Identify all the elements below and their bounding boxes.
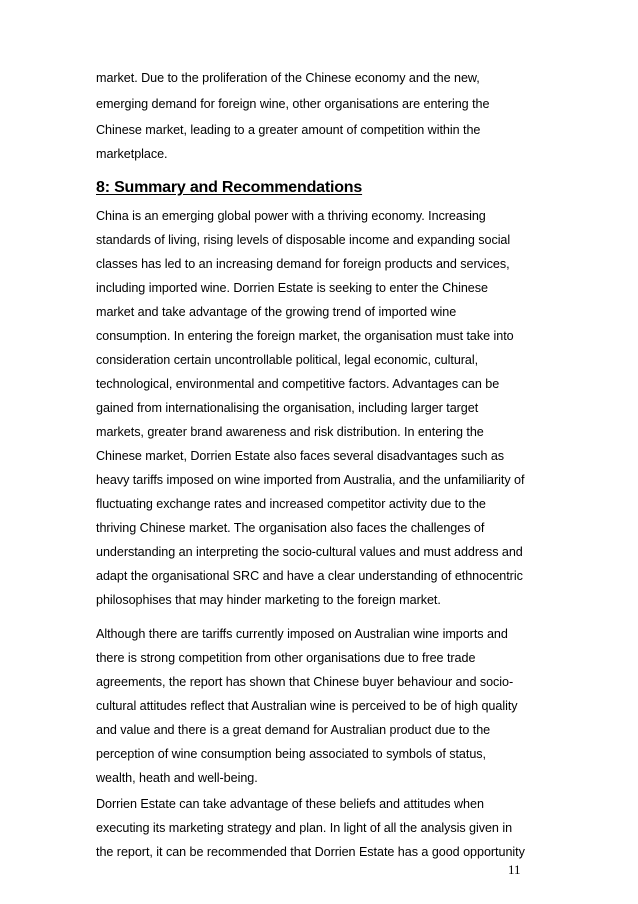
paragraph1-line: market and take advantage of the growing trend of imported wine [96,305,457,319]
paragraph1-line: adapt the organisational SRC and have a clear understanding of ethnocentric [96,569,523,583]
paragraph1-line: consideration certain uncontrollable political, legal economic, cultural, [96,353,479,367]
paragraph3-line: the report, it can be recommended that Dorrien Estate has a good opportunity [96,845,525,859]
paragraph3-line: executing its marketing strategy and plan. In light of all the analysis given in [96,821,513,835]
section-heading: 8: Summary and Recommendations [96,179,363,196]
paragraph3-line: Dorrien Estate can take advantage of these beliefs and attitudes when [96,797,484,811]
paragraph1-line: Chinese market, Dorrien Estate also faces several disadvantages such as [96,449,505,463]
paragraph1-line: technological, environmental and competitive factors. Advantages can be [96,377,500,391]
paragraph2-line: agreements, the report has shown that Chinese buyer behaviour and socio- [96,675,514,689]
paragraph2-line: perception of wine consumption being associated to symbols of status, [96,747,486,761]
paragraph2-line: wealth, heath and well-being. [96,771,258,785]
paragraph1-line: classes has led to an increasing demand for foreign products and services, [96,257,510,271]
intro-line: market. Due to the proliferation of the Chinese economy and the new, [96,71,480,85]
paragraph1-line: philosophises that may hinder marketing to the foreign market. [96,593,441,607]
paragraph1-line: thriving Chinese market. The organisation also faces the challenges of [96,521,485,535]
intro-line: marketplace. [96,147,168,161]
paragraph1-line: gained from internationalising the organisation, including larger target [96,401,479,415]
paragraph1-line: markets, greater brand awareness and risk distribution. In entering the [96,425,484,439]
paragraph1-line: consumption. In entering the foreign market, the organisation must take into [96,329,514,343]
paragraph1-line: fluctuating exchange rates and increased competitor activity due to the [96,497,486,511]
paragraph2-line: Although there are tariffs currently imposed on Australian wine imports and [96,627,508,641]
paragraph1-line: understanding an interpreting the socio-cultural values and must address and [96,545,523,559]
paragraph2-line: cultural attitudes reflect that Australian wine is perceived to be of high quality [96,699,518,713]
paragraph1-line: standards of living, rising levels of disposable income and expanding social [96,233,511,247]
paragraph2-line: and value and there is a great demand for Australian product due to the [96,723,491,737]
intro-line: Chinese market, leading to a greater amount of competition within the [96,123,481,137]
paragraph2-line: there is strong competition from other organisations due to free trade [96,651,476,665]
paragraph1-line: including imported wine. Dorrien Estate is seeking to enter the Chinese [96,281,488,295]
page-number: 11 [508,862,521,877]
paragraph1-line: heavy tariffs imposed on wine imported from Australia, and the unfamiliarity of [96,473,525,487]
paragraph1-line: China is an emerging global power with a thriving economy. Increasing [96,209,486,223]
intro-line: emerging demand for foreign wine, other organisations are entering the [96,97,490,111]
